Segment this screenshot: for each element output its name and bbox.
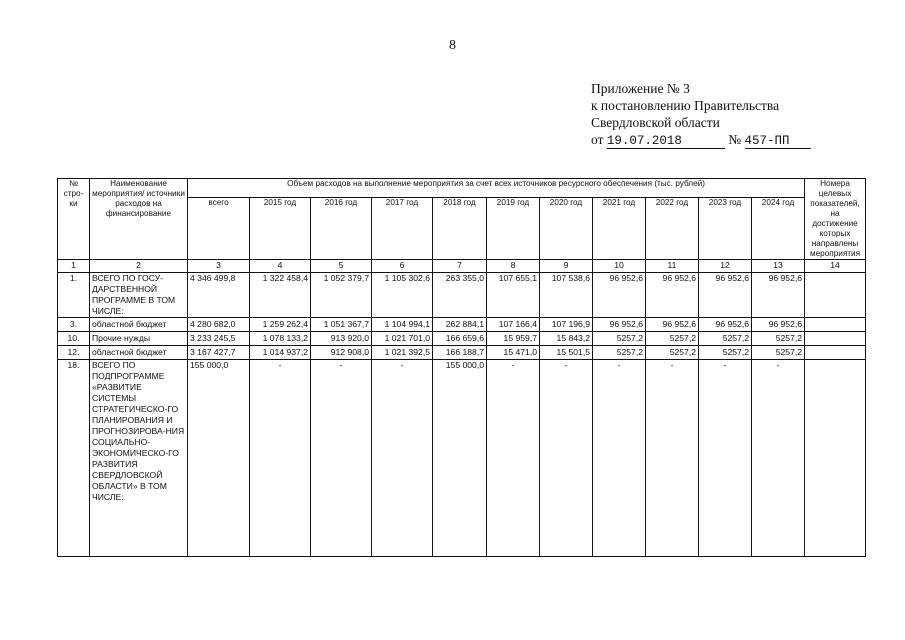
- year-value: -: [752, 360, 805, 557]
- page-number: 8: [449, 38, 456, 53]
- total-value: 155 000,0: [188, 360, 250, 557]
- appendix-region: Свердловской области: [591, 115, 720, 130]
- header-year: 2024 год: [752, 198, 805, 260]
- header-year: 2016 год: [311, 198, 372, 260]
- year-value: 96 952,6: [646, 318, 699, 332]
- row-indicators: [805, 318, 866, 332]
- year-value: 15 959,7: [487, 332, 540, 346]
- appendix-title: Приложение № 3: [591, 81, 690, 96]
- header-row-num: № стро-ки: [58, 179, 90, 260]
- year-value: 1 021 392,5: [372, 346, 433, 360]
- year-value: 1 105 302,6: [372, 273, 433, 318]
- year-value: 5257,2: [752, 346, 805, 360]
- year-value: -: [699, 360, 752, 557]
- appendix-block: [591, 80, 811, 149]
- row-number: 18.: [58, 360, 90, 557]
- row-name: Прочие нужды: [90, 332, 188, 346]
- year-value: 5257,2: [699, 332, 752, 346]
- year-value: 5257,2: [593, 332, 646, 346]
- column-number: 6: [372, 260, 433, 273]
- year-value: 5257,2: [752, 332, 805, 346]
- year-value: 1 259 262,4: [250, 318, 311, 332]
- year-value: 1 021 701,0: [372, 332, 433, 346]
- table-row: [58, 346, 866, 360]
- row-indicators: [805, 346, 866, 360]
- decree-number: 457-ПП: [745, 134, 811, 149]
- table-row: [58, 273, 866, 318]
- row-number: 3.: [58, 318, 90, 332]
- year-value: 107 166,4: [487, 318, 540, 332]
- column-number: 12: [699, 260, 752, 273]
- header-year: 2019 год: [487, 198, 540, 260]
- header-year: 2020 год: [540, 198, 593, 260]
- column-number: 3: [188, 260, 250, 273]
- year-value: -: [372, 360, 433, 557]
- table-row: [58, 332, 866, 346]
- row-number: 12.: [58, 346, 90, 360]
- year-value: 107 196,9: [540, 318, 593, 332]
- year-value: 96 952,6: [646, 273, 699, 318]
- appendix-decree: к постановлению Правительства: [591, 98, 780, 113]
- table-row: [58, 360, 866, 557]
- year-value: 15 843,2: [540, 332, 593, 346]
- column-number: 7: [433, 260, 487, 273]
- year-value: 166 188,7: [433, 346, 487, 360]
- header-year: 2018 год: [433, 198, 487, 260]
- year-value: 1 078 133,2: [250, 332, 311, 346]
- column-number: 5: [311, 260, 372, 273]
- date-prefix: от: [591, 132, 604, 147]
- header-year: 2023 год: [699, 198, 752, 260]
- decree-date: 19.07.2018: [607, 134, 725, 149]
- year-value: 155 000,0: [433, 360, 487, 557]
- column-number: 4: [250, 260, 311, 273]
- year-value: -: [540, 360, 593, 557]
- row-name: ВСЕГО ПО ПОДПРОГРАММЕ «РАЗВИТИЕ СИСТЕМЫ СТРАТЕГИЧЕСКО-ГО ПЛАНИРОВАНИЯ И ПРОГНОЗИРОВА-НИЯ СОЦИАЛЬНО-ЭКОНОМИЧЕСКО-ГО РАЗВИТИЯ СВЕРДЛОВСКОЙ ОБЛАСТИ» В ТОМ ЧИСЛЕ:: [90, 360, 188, 557]
- row-number: 10.: [58, 332, 90, 346]
- row-name: ВСЕГО ПО ГОСУ-ДАРСТВЕННОЙ ПРОГРАММЕ В ТОМ ЧИСЛЕ:: [90, 273, 188, 318]
- header-year: 2021 год: [593, 198, 646, 260]
- appendix-date-line: [591, 131, 811, 149]
- year-value: 96 952,6: [699, 318, 752, 332]
- year-value: 96 952,6: [593, 273, 646, 318]
- year-value: 263 355,0: [433, 273, 487, 318]
- year-value: 5257,2: [646, 346, 699, 360]
- column-number: 14: [805, 260, 866, 273]
- expenses-table: [57, 178, 866, 557]
- column-number: 2: [90, 260, 188, 273]
- row-number: 1.: [58, 273, 90, 318]
- year-value: 1 014 937,2: [250, 346, 311, 360]
- total-value: 3 167 427,7: [188, 346, 250, 360]
- year-value: 166 659,6: [433, 332, 487, 346]
- header-year: 2017 год: [372, 198, 433, 260]
- year-value: -: [250, 360, 311, 557]
- year-value: 1 052 379,7: [311, 273, 372, 318]
- total-value: 4 280 682,0: [188, 318, 250, 332]
- year-value: 1 051 367,7: [311, 318, 372, 332]
- row-name: областной бюджет: [90, 318, 188, 332]
- header-year: 2022 год: [646, 198, 699, 260]
- column-number: 9: [540, 260, 593, 273]
- header-indicators: Номера целевых показателей, на достижение которых направлены мероприятия: [805, 179, 866, 260]
- column-number: 10: [593, 260, 646, 273]
- row-indicators: [805, 273, 866, 318]
- total-value: 3 233 245,5: [188, 332, 250, 346]
- year-value: 96 952,6: [752, 273, 805, 318]
- header-year: 2015 год: [250, 198, 311, 260]
- year-value: -: [311, 360, 372, 557]
- column-number: 11: [646, 260, 699, 273]
- year-value: 15 501,5: [540, 346, 593, 360]
- row-indicators: [805, 332, 866, 346]
- year-value: 96 952,6: [752, 318, 805, 332]
- year-value: 107 655,1: [487, 273, 540, 318]
- year-value: 262 884,1: [433, 318, 487, 332]
- year-value: 5257,2: [646, 332, 699, 346]
- year-value: 1 104 994,1: [372, 318, 433, 332]
- year-value: 1 322 458,4: [250, 273, 311, 318]
- row-name: областной бюджет: [90, 346, 188, 360]
- column-number-row: [58, 260, 866, 273]
- year-value: 15 471,0: [487, 346, 540, 360]
- header-volume: Объем расходов на выполнение мероприятия за счет всех источников ресурсного обеспечения (тыс. рублей): [188, 179, 805, 198]
- row-indicators: [805, 360, 866, 557]
- header-total: всего: [188, 198, 250, 260]
- year-value: -: [487, 360, 540, 557]
- column-number: 8: [487, 260, 540, 273]
- total-value: 4 346 499,8: [188, 273, 250, 318]
- year-value: 5257,2: [699, 346, 752, 360]
- header-name: Наименование мероприятия/ источники расходов на финансирование: [90, 179, 188, 260]
- number-prefix: №: [728, 132, 742, 147]
- year-value: -: [593, 360, 646, 557]
- header-row-1: [58, 179, 866, 198]
- year-value: 96 952,6: [699, 273, 752, 318]
- year-value: 96 952,6: [593, 318, 646, 332]
- year-value: -: [646, 360, 699, 557]
- year-value: 5257,2: [593, 346, 646, 360]
- column-number: 13: [752, 260, 805, 273]
- table-row: [58, 318, 866, 332]
- year-value: 912 908,0: [311, 346, 372, 360]
- year-value: 913 920,0: [311, 332, 372, 346]
- year-value: 107 538,6: [540, 273, 593, 318]
- column-number: 1: [58, 260, 90, 273]
